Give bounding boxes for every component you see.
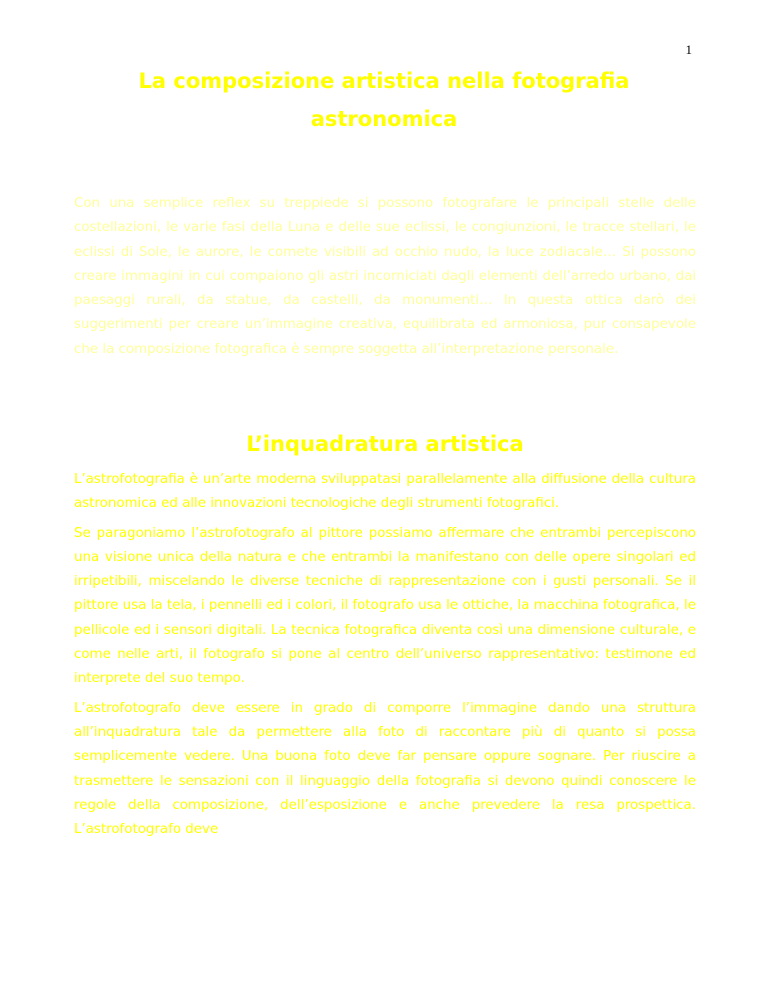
body-paragraph: L’astrofotografo deve essere in grado di comporre l’immagine dando una struttura all’inquadratura tale da permettere alla foto di raccontare più di quanto si possa semplicemente vedere. Una buona foto deve far pensare oppure sognare. Per riuscire a trasmettere le sensazioni con il linguaggio della fotografia si devono quindi conoscere le regole della composizione, dell’esposizione e anche prevedere la resa prospettica. L’astrofotografo deve	[74, 700, 696, 838]
page-number: 1	[685, 42, 692, 57]
body-paragraph: L’astrofotografia è un’arte moderna sviluppatasi parallelamente alla diffusione della cultura astronomica ed alle innovazioni tecnologiche degli strumenti fotografici.	[74, 472, 696, 512]
intro-paragraph: Con una semplice reflex su treppiede si possono fotografare le principali stelle delle costellazioni, le varie fasi della Luna e delle sue eclissi, le congiunzioni, le tracce stellari, le eclissi di Sole, le aurore, le comete visibili ad occhio nudo, la luce zodiacale… Si possono creare immagini in cui compaiono gli astri incorniciati dagli elementi dell’arredo urbano, dai paesaggi rurali, da statue, da castelli, da monumenti… In questa ottica darò dei suggerimenti per creare un’immagine creativa, equilibrata ed armoniosa, pur consapevole che la composizione fotografica è sempre soggetta all’interpretazione personale.	[74, 196, 696, 357]
section-heading: L’inquadratura artistica	[246, 432, 524, 456]
document-title: La composizione artistica nella fotografia astronomica	[138, 69, 630, 131]
body-paragraph: Se paragoniamo l’astrofotografo al pittore possiamo affermare che entrambi percepiscono una visione unica della natura e che entrambi la manifestano con delle opere singolari ed irripetibili, miscelando le diverse tecniche di rappresentazione con i gusti personali. Se il pittore usa la tela, i pennelli ed i colori, il fotografo usa le ottiche, la macchina fotografica, le pellicole ed i sensori digitali. La tecnica fotografica diventa così una dimensione culturale, e come nelle arti, il fotografo si pone al centro dell’universo rappresentativo: testimone ed interprete del suo tempo.	[74, 525, 696, 687]
section-body	[74, 468, 696, 847]
